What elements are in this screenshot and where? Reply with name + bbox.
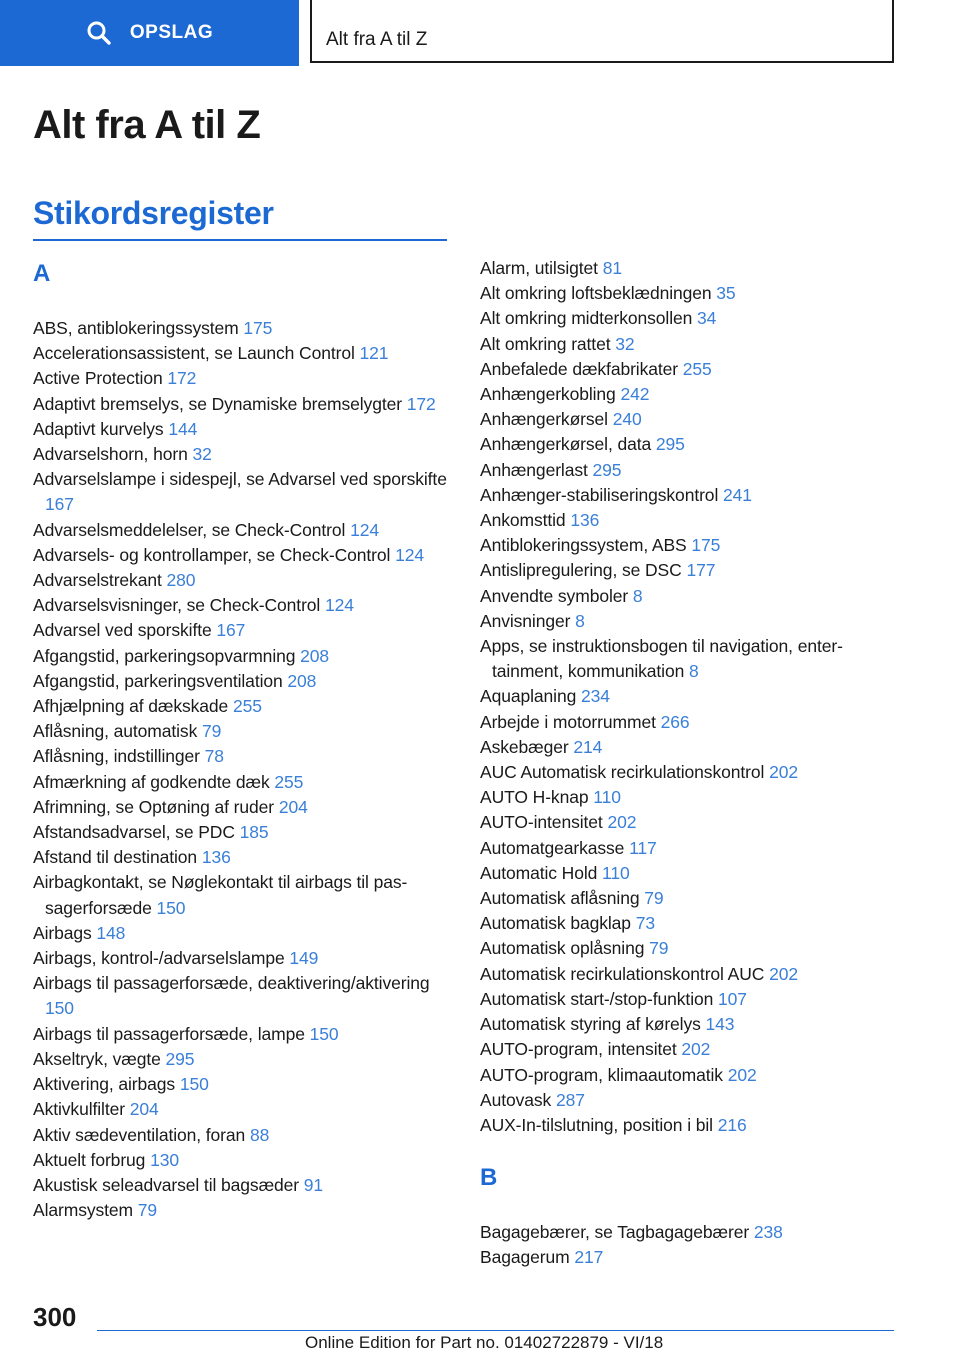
index-entry-page-link[interactable]: 107 [718, 988, 747, 1009]
index-entry-page-link[interactable]: 295 [592, 459, 622, 480]
index-entry [33, 442, 453, 467]
index-entry-page-link[interactable]: 130 [150, 1149, 179, 1170]
index-entry [480, 810, 900, 835]
index-entry-text: Automatic Hold [480, 862, 598, 883]
index-entry-text: Alt omkring rattet [480, 333, 611, 354]
index-entry [480, 1088, 900, 1113]
index-entry [480, 306, 900, 331]
index-entry-page-link[interactable]: 202 [607, 812, 637, 833]
index-entry-page-link[interactable]: 150 [309, 1023, 339, 1044]
index-entry-page-link[interactable]: 136 [201, 847, 231, 868]
top-bar [0, 0, 960, 66]
index-entry [480, 432, 900, 457]
index-entry-page-link[interactable]: 8 [575, 610, 585, 631]
index-entry-page-link[interactable]: 117 [629, 837, 657, 858]
magnifier-icon [86, 20, 112, 46]
index-entry-text: Airbagkontakt, se Nøglekontakt til airbags til passagerforsæde [33, 872, 408, 918]
index-entry-text: Airbags til passagerforsæde, deaktivering/aktivering [33, 973, 430, 994]
index-entry-page-link[interactable]: 121 [359, 343, 389, 364]
index-entry-page-link[interactable]: 238 [753, 1222, 783, 1243]
footer-edition [305, 1333, 663, 1353]
index-entry-text: Anhængerkobling [480, 384, 616, 405]
index-entry-text: Anhængerkørsel [480, 409, 608, 430]
index-entry-page-link[interactable]: 124 [324, 595, 354, 616]
index-entry-text: Automatisk aflåsning [480, 888, 640, 909]
breadcrumb-label: Alt fra A til Z [326, 29, 428, 50]
index-entry-text: Alarmsystem [33, 1200, 134, 1221]
index-entry [480, 760, 900, 785]
index-entry-page-link[interactable]: 242 [620, 384, 650, 405]
index-entry-page-link[interactable]: 8 [689, 661, 699, 682]
index-entry [480, 1037, 900, 1062]
index-entry-text: Anvisninger [480, 610, 571, 631]
index-entry-text: Automatisk oplåsning [480, 938, 645, 959]
index-entry [33, 316, 453, 341]
index-entry [33, 417, 453, 442]
index-entry-text: Anbefalede dækfabrikater [480, 358, 679, 379]
index-entry [33, 1123, 453, 1148]
index-entry [480, 558, 900, 583]
index-entry-page-link[interactable]: 73 [635, 913, 655, 934]
index-entry-text: Afrimning, se Optøning af ruder [33, 796, 275, 817]
page-number: 300 [33, 1302, 77, 1332]
index-entry-text: Advarselslampe i sidespejl, se Advarsel ved sporskifte [33, 469, 447, 490]
index-entry [33, 845, 453, 870]
index-entry-text: Advarselstrekant [33, 570, 162, 591]
index-entry [480, 962, 900, 987]
index-entry-page-link[interactable]: 255 [274, 771, 304, 792]
index-entry-page-link[interactable]: 150 [45, 998, 74, 1019]
index-entry-page-link[interactable]: 35 [716, 283, 736, 304]
index-entry [480, 281, 900, 306]
index-entry [33, 971, 453, 1021]
index-entry [33, 719, 453, 744]
index-entry-text: Airbags [33, 922, 92, 943]
index-entry [33, 770, 453, 795]
index-entry-page-link[interactable]: 124 [350, 519, 379, 540]
index-entry-page-link[interactable]: 78 [204, 746, 224, 767]
index-entry-text: Aktuelt forbrug [33, 1149, 146, 1170]
index-entry-page-link[interactable]: 204 [129, 1099, 159, 1120]
index-entry-text: Aflåsning, automatisk [33, 721, 198, 742]
index-entry-text: Alt omkring midterkonsollen [480, 308, 693, 329]
page-title: Alt fra A til Z [33, 103, 261, 147]
index-entry-text: Antislipregulering, se DSC [480, 560, 682, 581]
index-entry-text: Adaptivt bremselys, se Dynamiske bremselygter [33, 393, 402, 414]
index-entry [480, 483, 900, 508]
index-entry [33, 543, 453, 568]
index-entry-text: Automatgearkasse [480, 837, 625, 858]
spacer [480, 1196, 900, 1220]
index-entry [33, 467, 453, 517]
index-entry [33, 644, 453, 669]
index-entry [480, 684, 900, 709]
index-entry-text: Anvendte symboler [480, 585, 629, 606]
index-column-left [33, 256, 453, 1223]
index-entry-page-link[interactable]: 208 [287, 670, 317, 691]
index-entry-page-link[interactable]: 149 [289, 948, 319, 969]
index-entry [33, 1173, 453, 1198]
index-column-right [480, 256, 900, 1271]
index-entry [33, 921, 453, 946]
index-entry-page-link[interactable]: 110 [602, 862, 630, 883]
index-letter-heading: B [480, 1164, 498, 1192]
index-entry-text: AUX-In-tilslutning, position i bil [480, 1114, 713, 1135]
index-entry-text: Anhængerlast [480, 459, 588, 480]
index-entry-page-link[interactable]: 185 [239, 822, 269, 843]
index-entry-page-link[interactable]: 32 [192, 444, 212, 465]
index-entry-page-link[interactable]: 144 [168, 418, 198, 439]
index-entry-text: Askebæger [480, 736, 569, 757]
index-entry-text: AUC Automatisk recirkulationskontrol [480, 762, 765, 783]
index-entry-page-link[interactable]: 295 [655, 434, 685, 455]
index-entry-page-link[interactable]: 217 [574, 1247, 604, 1268]
index-entry-page-link[interactable]: 81 [602, 258, 622, 278]
section-title: Stikordsregister [33, 195, 274, 231]
index-entry-page-link[interactable]: 255 [682, 358, 712, 379]
index-entry-page-link[interactable]: 79 [202, 721, 222, 742]
index-entry-text: Anhængerkørsel, data [480, 434, 652, 455]
index-entry [33, 1148, 453, 1173]
index-entry-page-link[interactable]: 202 [769, 963, 798, 984]
index-entry-text: Accelerationsassistent, se Launch Control [33, 343, 355, 364]
index-letter-heading: A [33, 260, 51, 287]
index-entry-page-link[interactable]: 8 [632, 585, 643, 606]
index-entry [480, 407, 900, 432]
index-entry-text: Aflåsning, indstillinger [33, 746, 200, 767]
breadcrumb[interactable] [310, 0, 894, 63]
index-entry [480, 987, 900, 1012]
index-entry-text: ABS, antiblokeringssystem [33, 318, 239, 338]
index-entry-page-link[interactable]: 175 [243, 318, 273, 338]
index-entry-text: Bagagebærer, se Tagbagagebærer [480, 1222, 750, 1243]
index-entry [33, 669, 453, 694]
index-entry-page-link[interactable]: 148 [96, 922, 126, 943]
index-entry [480, 533, 900, 558]
index-entry [480, 1012, 900, 1037]
index-entry-text: Automatisk recirkulationskontrol AUC [480, 963, 765, 984]
index-entry-page-link[interactable]: 287 [555, 1089, 585, 1110]
index-entry-page-link[interactable]: 266 [660, 711, 690, 732]
index-entry-page-link[interactable]: 202 [727, 1064, 757, 1085]
index-entry-page-link[interactable]: 202 [769, 762, 798, 783]
edition-text: Online Edition for Part no. 01402722879 - VI/18 [305, 1333, 664, 1352]
index-entry [480, 382, 900, 407]
index-entry-text: Aktivkulfilter [33, 1099, 125, 1120]
search-label: OPSLAG [129, 22, 214, 43]
index-entry-page-link[interactable]: 172 [406, 393, 436, 414]
index-entry [33, 1072, 453, 1097]
index-entry-page-link[interactable]: 177 [686, 560, 716, 581]
index-entry-text: AUTO-intensitet [480, 812, 603, 833]
index-entry-page-link[interactable]: 280 [166, 570, 196, 591]
index-entry-page-link[interactable]: 295 [165, 1048, 195, 1069]
index-entry-text: Alarm, utilsigtet [480, 258, 598, 278]
index-entry [33, 946, 453, 971]
index-entry-text: Advarselshorn, horn [33, 444, 188, 465]
index-entry-page-link[interactable]: 79 [644, 888, 664, 909]
index-entry-page-link[interactable]: 240 [612, 409, 642, 430]
index-entry-page-link[interactable]: 167 [216, 620, 246, 641]
index-entry [480, 332, 900, 357]
index-entry [480, 458, 900, 483]
index-entry [480, 357, 900, 382]
index-entry-page-link[interactable]: 79 [649, 938, 669, 959]
index-entry-text: Ankomsttid [480, 510, 566, 531]
index-entry-page-link[interactable]: 110 [593, 787, 621, 808]
index-entry-text: Advarsel ved sporskifte [33, 620, 212, 641]
index-entry-page-link[interactable]: 172 [167, 368, 197, 389]
index-entry-text: Advarselsvisninger, se Check-Control [33, 595, 321, 616]
index-entry-text: Afmærkning af godkendte dæk [33, 771, 270, 792]
index-entry-text: Automatisk bagklap [480, 913, 631, 934]
index-entry [480, 785, 900, 810]
index-entry [480, 1113, 900, 1138]
index-entry [33, 870, 453, 920]
index-entry [480, 911, 900, 936]
index-entry [33, 744, 453, 769]
index-entry-page-link[interactable]: 79 [137, 1200, 158, 1221]
index-entry-text: Akseltryk, vægte [33, 1048, 161, 1069]
index-entry-text: Akustisk seleadvarsel til bagsæder [33, 1174, 300, 1195]
index-entry-page-link[interactable]: 143 [705, 1014, 735, 1035]
index-entry [480, 1063, 900, 1088]
index-entry-page-link[interactable]: 91 [303, 1174, 324, 1195]
index-entry [480, 508, 900, 533]
index-entry [480, 609, 900, 634]
index-entry [33, 694, 453, 719]
index-entry-text: AUTO-program, klimaautomatik [480, 1064, 723, 1085]
index-entry-page-link[interactable]: 234 [580, 686, 610, 707]
index-entry-page-link[interactable]: 32 [615, 333, 635, 354]
index-entry-text: Airbags, kontrol-/advarselslampe [33, 948, 285, 969]
index-entry-page-link[interactable]: 88 [249, 1124, 270, 1145]
index-entry [480, 861, 900, 886]
search-button[interactable] [0, 0, 299, 66]
index-entry-page-link[interactable]: 167 [45, 494, 74, 515]
index-entry [33, 518, 453, 543]
index-entry [33, 341, 453, 366]
index-entry-text: Apps, se instruktionsbogen til navigation, entertainment, kommunikation [480, 636, 843, 682]
footer-divider [97, 1330, 894, 1331]
index-entry [480, 735, 900, 760]
index-entry-page-link[interactable]: 216 [717, 1114, 747, 1135]
index-entry-text: Bagagerum [480, 1247, 570, 1268]
index-entry-text: Aktivering, airbags [33, 1074, 176, 1095]
section-divider [33, 239, 447, 241]
index-entry [33, 1198, 453, 1223]
index-entry [480, 584, 900, 609]
index-entry-page-link[interactable]: 150 [156, 897, 186, 918]
index-entry-text: Adaptivt kurvelys [33, 418, 164, 439]
index-entry-text: Afgangstid, parkeringsopvarmning [33, 645, 296, 666]
index-entry [33, 795, 453, 820]
index-entry-text: Autovask [480, 1089, 552, 1110]
index-entry [33, 593, 453, 618]
index-entry [33, 366, 453, 391]
index-entry-text: AUTO H-knap [480, 787, 589, 808]
index-entry [33, 392, 453, 417]
index-entry-page-link[interactable]: 214 [573, 736, 603, 757]
index-entry-text: Active Protection [33, 368, 163, 389]
index-entry-text: Antiblokeringssystem, ABS [480, 535, 687, 556]
index-entry-text: Automatisk start-/stop-funktion [480, 988, 714, 1009]
index-entry-text: AUTO-program, intensitet [480, 1039, 677, 1060]
index-entry [480, 710, 900, 735]
index-entry [33, 568, 453, 593]
index-entry [33, 1022, 453, 1047]
index-entry-page-link[interactable]: 175 [691, 535, 721, 556]
index-entry [480, 936, 900, 961]
index-entry-text: Aquaplaning [480, 686, 577, 707]
index-entry-page-link[interactable]: 202 [681, 1039, 711, 1060]
index-entry [480, 634, 900, 684]
index-entry [33, 820, 453, 845]
index-entry-text: Arbejde i motorrummet [480, 711, 656, 732]
index-entry-page-link[interactable]: 34 [697, 308, 717, 329]
index-entry-text: Airbags til passagerforsæde, lampe [33, 1023, 305, 1044]
index-entry [480, 1245, 900, 1270]
index-entry [480, 886, 900, 911]
index-entry-text: Afstand til destination [33, 847, 198, 868]
index-entry [480, 836, 900, 861]
index-entry-page-link[interactable]: 136 [570, 510, 600, 531]
index-entry [33, 1047, 453, 1072]
index-entry [480, 1220, 900, 1245]
index-entry-text: Afstandsadvarsel, se PDC [33, 822, 235, 843]
index-entry [480, 256, 900, 281]
index-entry-text: Afhjælpning af dækskade [33, 696, 229, 717]
spacer [33, 292, 453, 316]
index-entry-text: Aktiv sædeventilation, foran [33, 1124, 246, 1145]
index-entry-text: Alt omkring loftsbeklædningen [480, 283, 712, 304]
index-entry-page-link[interactable]: 204 [278, 796, 308, 817]
index-entry-text: Automatisk styring af kørelys [480, 1014, 701, 1035]
index-entry-text: Anhænger-stabiliseringskontrol [480, 484, 719, 505]
index-entry-text: Afgangstid, parkeringsventilation [33, 670, 283, 691]
index-entry-page-link[interactable]: 150 [179, 1074, 209, 1095]
index-entry-text: Advarselsmeddelelser, se Check-Control [33, 519, 346, 540]
index-entry-page-link[interactable]: 124 [395, 544, 424, 565]
index-entry-page-link[interactable]: 241 [723, 484, 752, 505]
index-entry-page-link[interactable]: 208 [300, 645, 330, 666]
index-entry-text: Advarsels- og kontrollamper, se Check-Control [33, 544, 391, 565]
index-entry [33, 1097, 453, 1122]
index-entry [33, 618, 453, 643]
index-entry-page-link[interactable]: 255 [232, 696, 262, 717]
